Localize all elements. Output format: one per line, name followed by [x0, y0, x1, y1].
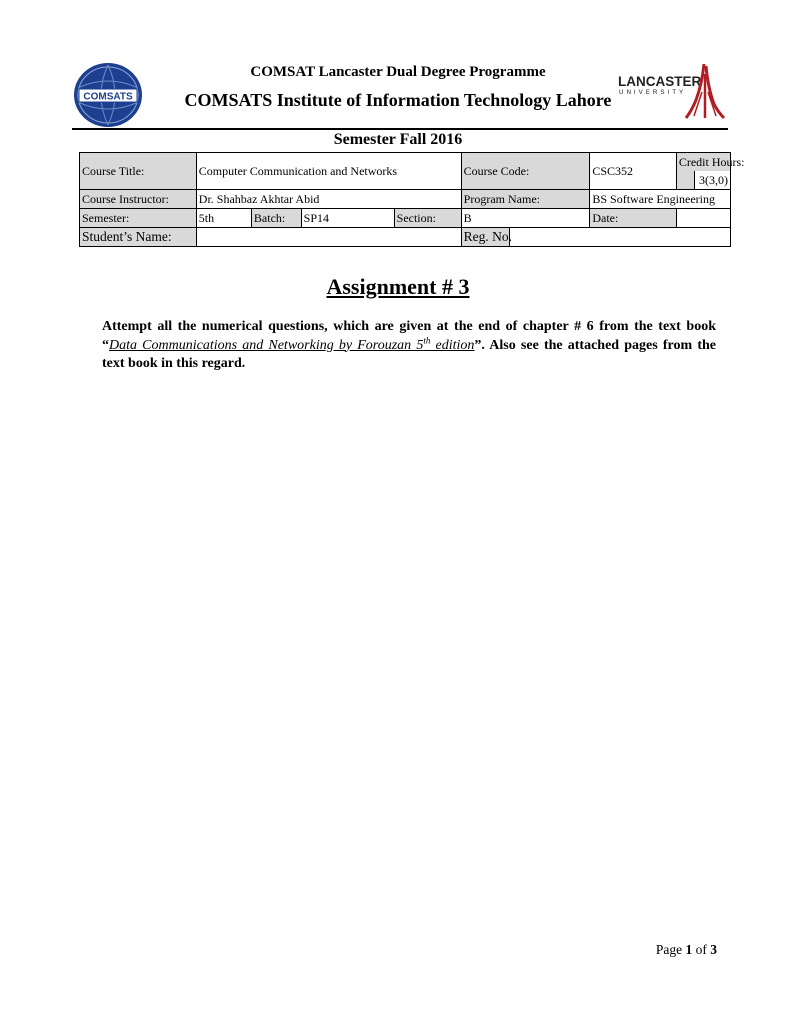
instructions-text-after: ”. Also see the attached pages from the text book in this regard. — [102, 337, 716, 371]
semester-heading: Semester Fall 2016 — [333, 131, 463, 148]
comsats-logo-text: COMSATS — [83, 91, 133, 103]
date-value — [676, 209, 730, 228]
course-title-label: Course Title: — [80, 153, 197, 190]
program-name-label: Program Name: — [461, 190, 590, 209]
student-name-value — [196, 228, 461, 247]
header-divider — [72, 128, 728, 130]
semester-value: 5th — [196, 209, 251, 228]
textbook-name: Data Communications and Networking by Forouzan 5 — [109, 337, 424, 353]
batch-value: SP14 — [301, 209, 394, 228]
of-word: of — [695, 942, 707, 957]
course-title-value: Computer Communication and Networks — [196, 153, 461, 190]
course-info-table — [79, 152, 745, 247]
instructions-text-before: Attempt all the numerical questions, which are given at the end of chapter # 6 from the text book “ — [102, 319, 716, 353]
batch-label: Batch: — [251, 209, 301, 228]
table-row — [80, 190, 731, 209]
assignment-instructions — [102, 318, 716, 374]
textbook-edition: edition — [430, 337, 475, 353]
instructor-label: Course Instructor: — [80, 190, 197, 209]
textbook-edition-sup: th — [423, 334, 431, 345]
lancaster-logo-subtext: UNIVERSITY — [619, 89, 687, 96]
section-label: Section: — [394, 209, 461, 228]
page-current: 1 — [685, 942, 693, 957]
table-row — [80, 228, 731, 247]
program-name-value: BS Software Engineering — [590, 190, 731, 209]
institute-title: COMSATS Institute of Information Technology Lahore — [184, 90, 612, 110]
semester-label: Semester: — [80, 209, 197, 228]
table-row — [80, 153, 731, 190]
date-label: Date: — [590, 209, 677, 228]
assignment-title: Assignment # 3 — [326, 274, 470, 299]
reg-no-label: Reg. No. — [461, 228, 510, 247]
page-number — [656, 942, 717, 958]
course-code-label: Course Code: — [461, 153, 590, 190]
lancaster-logo-text: LANCASTER — [618, 74, 702, 89]
credit-hours-label: Credit Hours: 3(3,0) — [676, 153, 730, 190]
page-total: 3 — [710, 942, 717, 957]
textbook-title — [109, 334, 475, 353]
instructor-value: Dr. Shahbaz Akhtar Abid — [196, 190, 461, 209]
reg-no-value — [510, 228, 731, 247]
programme-title: COMSAT Lancaster Dual Degree Programme — [250, 64, 546, 80]
table-row — [80, 209, 731, 228]
course-code-value: CSC352 — [590, 153, 677, 190]
section-value: B — [461, 209, 590, 228]
page-word: Page — [655, 942, 683, 957]
student-name-label: Student’s Name: — [80, 228, 197, 247]
credit-hours-value: 3(3,0) — [694, 171, 730, 189]
